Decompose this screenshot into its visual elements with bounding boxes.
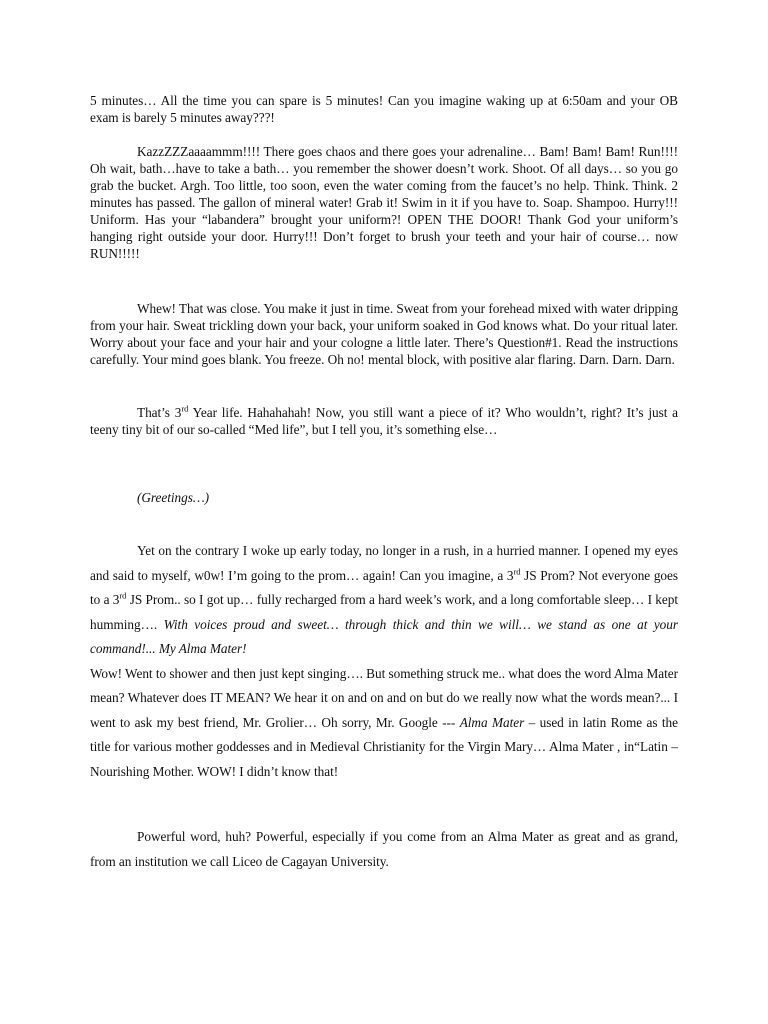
text-run: – used in latin Rome as the title for various mother goddesses and in Medieval Christianity for the Virgin Mary… Alma Mater , in“Latin – Nourishing Mother. WOW! I didn’t know that! <box>90 714 678 779</box>
paragraph-prom <box>90 539 678 784</box>
paragraph-intro: 5 minutes… All the time you can spare is 5 minutes! Can you imagine waking up at 6:50am and your OB exam is barely 5 minutes away???! <box>90 93 678 125</box>
text-run: Yet on the contrary I woke up early today, no longer in a rush, in a hurried manner. I opened my eyes and said to myself, w0w! I’m going to the prom… again! Can you imagine, a 3 <box>90 543 678 583</box>
alma-mater-term: Alma Mater <box>459 714 525 730</box>
superscript: rd <box>181 403 189 414</box>
song-lyrics: With voices proud and sweet… through thick and thin we will… we stand as one at your command!... My Alma Mater! <box>90 616 678 656</box>
text-run: JS Prom.. so I got up… fully recharged from a hard week’s work, and a long comfortable sleep… I kept humming…. <box>90 592 679 632</box>
superscript: rd <box>119 590 127 601</box>
text-run: Wow! Went to shower and then just kept singing…. But something struck me.. what does the word Alma Mater mean? Whatever does IT MEAN? We hear it on and on and on but do we really now what the words mean?... I went to ask my best friend, Mr. Grolier… Oh sorry, Mr. Google --- <box>90 665 678 730</box>
text-run: That’s 3 <box>137 405 182 420</box>
paragraph-exam: Whew! That was close. You make it just in time. Sweat from your forehead mixed with water dripping from your hair. Sweat trickling down your back, your uniform soaked in God knows what. Do your ritual later. Worry about your face and your hair and your cologne a little later. There’s Question#1. Read the instructions carefully. Your mind goes blank. You freeze. Oh no! mental block, with positive alar flaring. Darn. Darn. Darn. <box>90 301 678 367</box>
superscript: rd <box>513 566 521 577</box>
greetings-heading: (Greetings…) <box>137 490 210 505</box>
text-run: JS Prom? Not everyone goes to a 3 <box>90 567 678 607</box>
paragraph-morning-rush: KazzZZZaaaammm!!!! There goes chaos and there goes your adrenaline… Bam! Bam! Bam! Run!!!! Oh wait, bath…have to take a bath… you remember the shower doesn’t work. Shoot. Of all days… so you go grab the bucket. Argh. Too little, too soon, even the water coming from the faucet’s no help. Think. Think. 2 minutes has passed. The gallon of mineral water! Grab it! Swim in it if you have to. Soap. Shampoo. Hurry!!! Uniform. Has your “labandera” brought your uniform?! OPEN THE DOOR! Thank God your uniform’s hanging right outside your door. Hurry!!! Don’t forget to brush your teeth and your hair of course… now RUN!!!!! <box>90 144 678 261</box>
paragraph-third-year <box>90 404 678 438</box>
text-run: Year life. Hahahahah! Now, you still want a piece of it? Who wouldn’t, right? It’s just a teeny tiny bit of our so-called “Med life”, but I tell you, it’s something else… <box>90 405 679 437</box>
paragraph-powerful-word: Powerful word, huh? Powerful, especially if you come from an Alma Mater as great and as grand, from an institution we call Liceo de Cagayan University. <box>90 829 678 869</box>
